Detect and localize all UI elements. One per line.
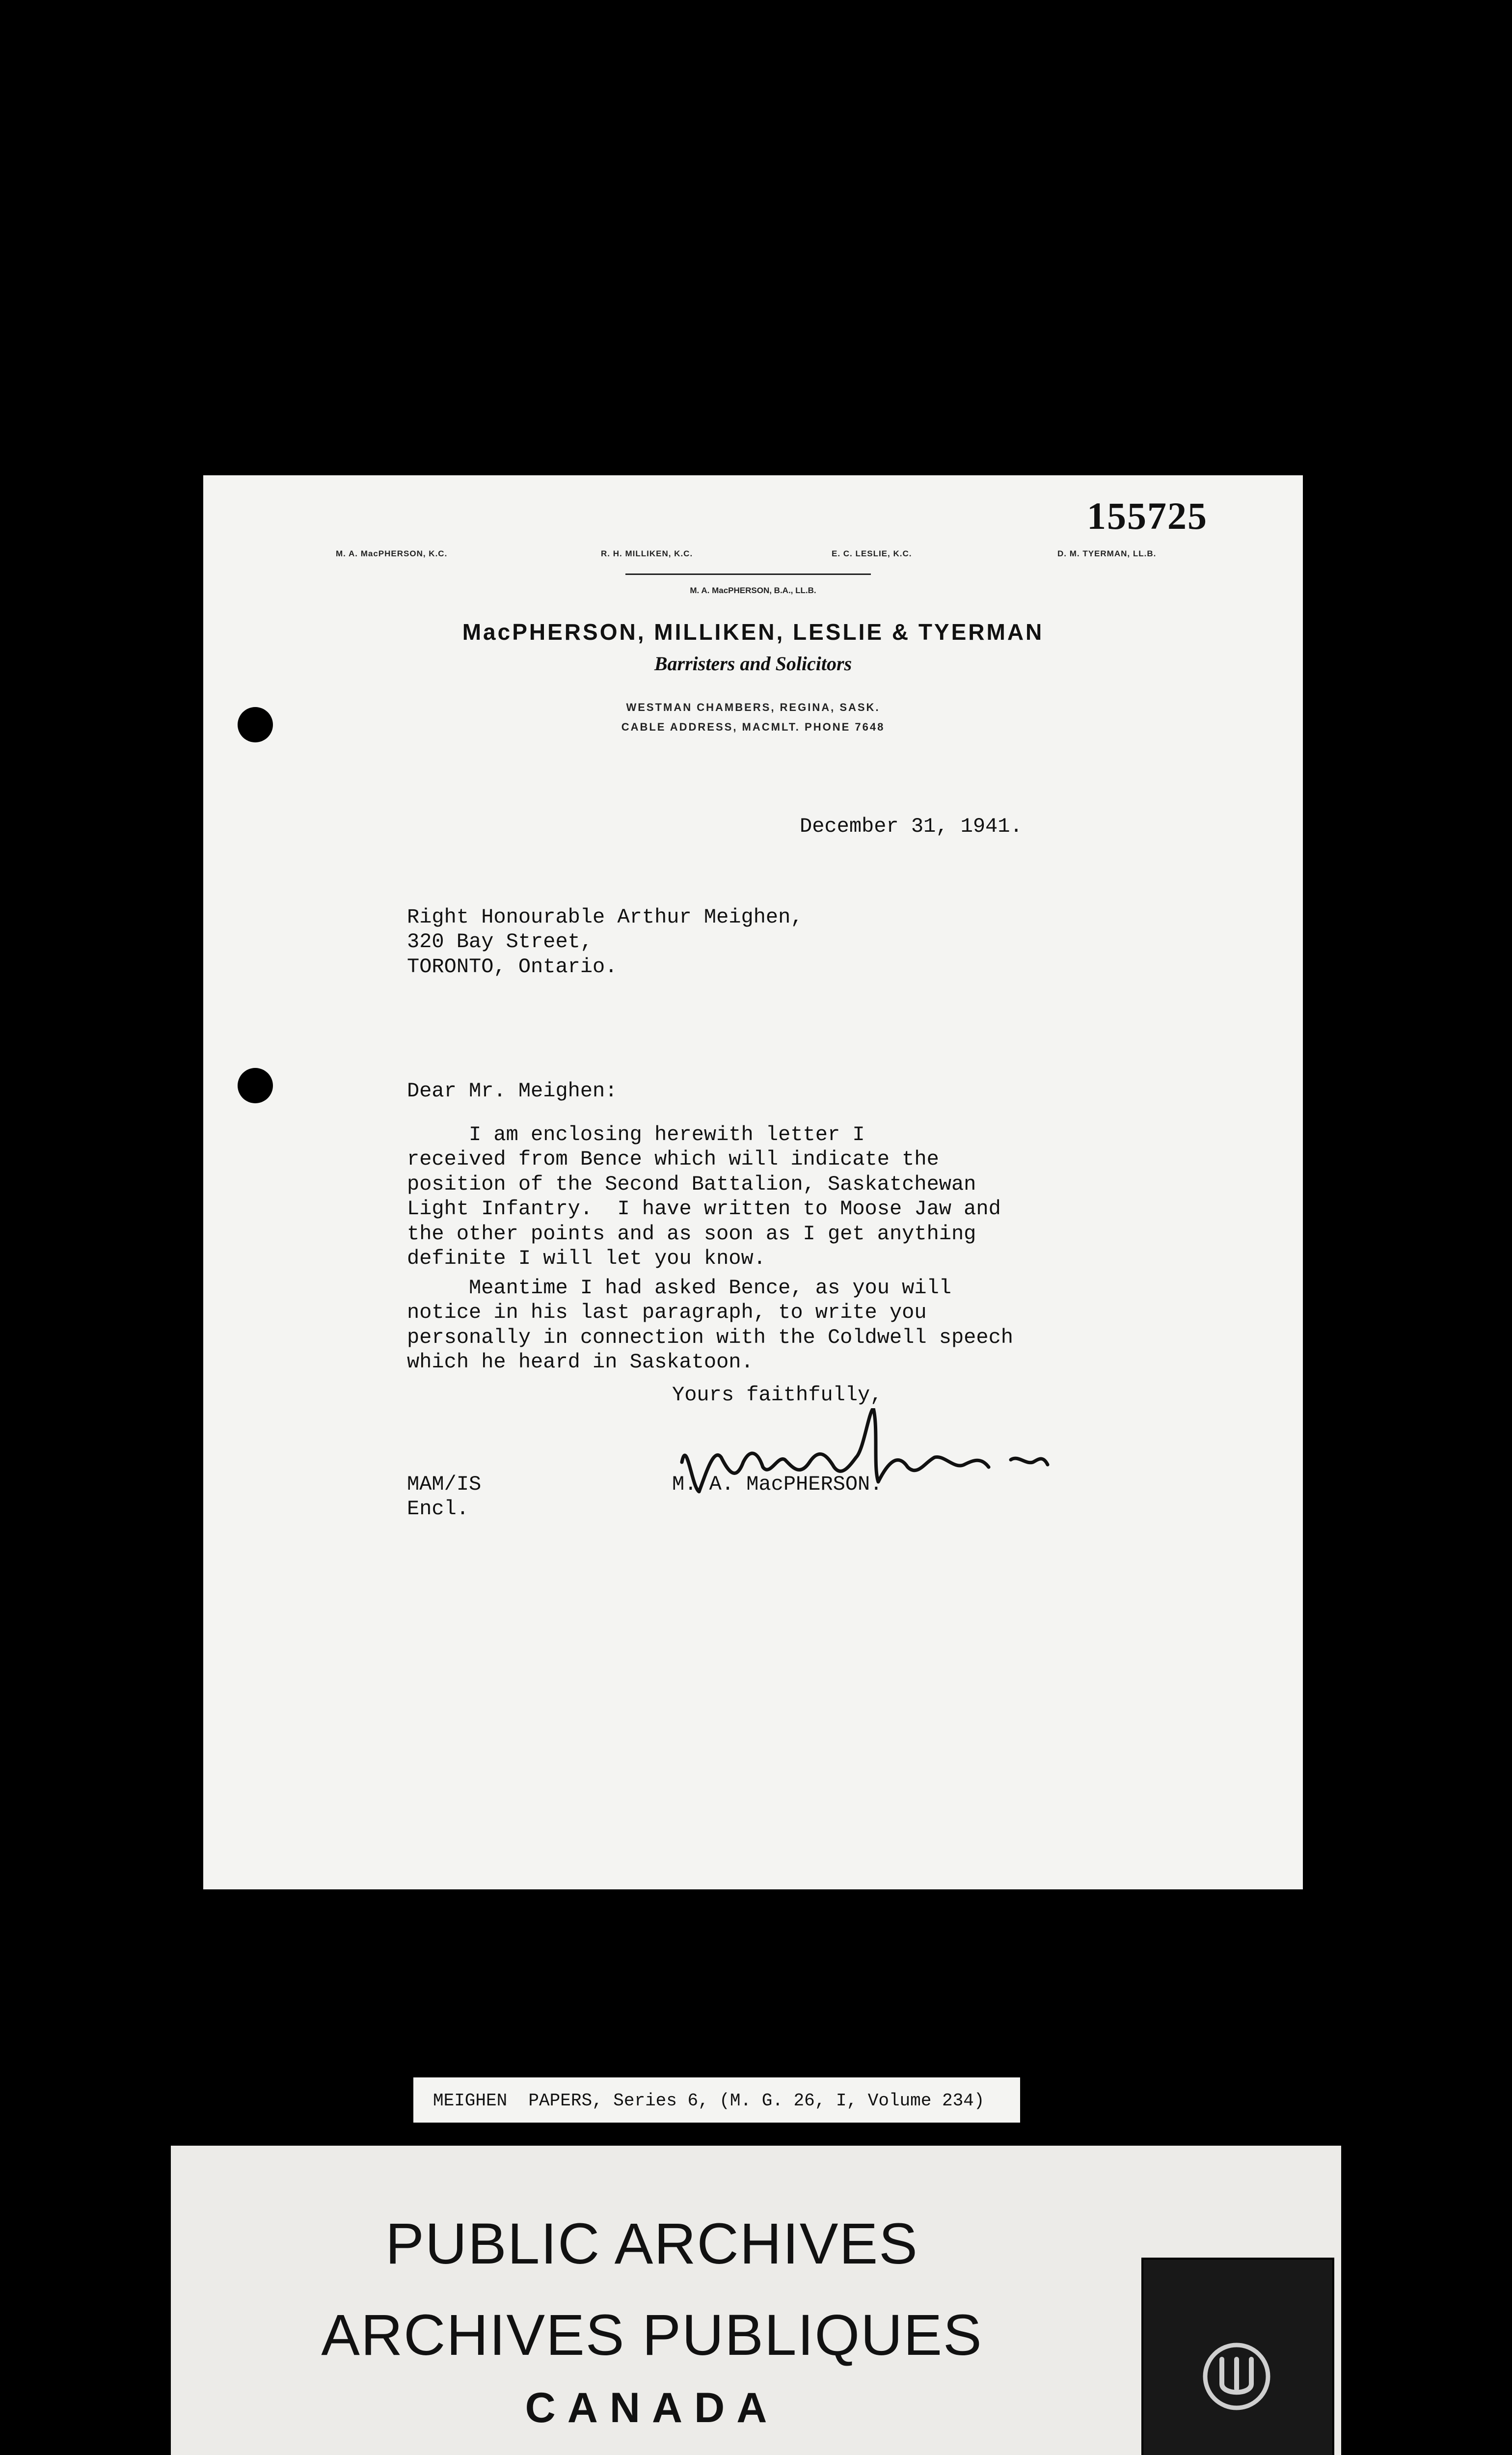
letterhead-partner: E. C. LESLIE, K.C. (832, 549, 912, 558)
archives-logo-panel (1141, 2258, 1334, 2455)
reference-initials: MAM/IS Encl. (407, 1473, 482, 1521)
letterhead-partner: R. H. MILLIKEN, K.C. (601, 549, 693, 558)
closing: Yours faithfully, (672, 1383, 883, 1407)
salutation: Dear Mr. Meighen: (407, 1079, 618, 1103)
punch-hole (238, 1068, 273, 1103)
letter-page (203, 475, 1303, 1889)
firm-name: MacPHERSON, MILLIKEN, LESLIE & TYERMAN (462, 619, 1044, 645)
archives-logo-icon (1197, 2337, 1276, 2416)
stamp-line-english: PUBLIC ARCHIVES (385, 2211, 918, 2276)
letterhead-partner: D. M. TYERMAN, LL.B. (1057, 549, 1157, 558)
firm-profession: Barristers and Solicitors (654, 653, 852, 675)
body-paragraph: I am enclosing herewith letter I received from Bence which will indicate the position of the Second Battalion, Saskatchewan Light Infantry. I have written to Moose Jaw and the other points and as soon as I get anything definite I will let you know. (407, 1123, 1001, 1270)
punch-hole (238, 707, 273, 742)
body-paragraph: Meantime I had asked Bence, as you will notice in his last paragraph, to write you personally in connection with the Coldwell speech which he heard in Saskatoon. (407, 1276, 1014, 1374)
letterhead-partner: M. A. MacPHERSON, K.C. (336, 549, 448, 558)
letterhead-associate: M. A. MacPHERSON, B.A., LL.B. (690, 586, 816, 595)
archives-stamp-card (171, 2146, 1341, 2455)
typed-signatory-name: M. A. MacPHERSON. (672, 1473, 883, 1496)
recipient-address: Right Honourable Arthur Meighen, 320 Bay Street, TORONTO, Ontario. (407, 905, 803, 979)
letterhead-address: WESTMAN CHAMBERS, REGINA, SASK. (626, 701, 880, 713)
document-number: 155725 (1087, 494, 1208, 537)
letterhead-divider (625, 573, 871, 575)
stamp-line-country: CANADA (525, 2384, 779, 2431)
archive-reference-label: MEIGHEN PAPERS, Series 6, (M. G. 26, I, Volume 234) (413, 2075, 1020, 2123)
stamp-line-french: ARCHIVES PUBLIQUES (321, 2303, 983, 2368)
letter-date: December 31, 1941. (800, 815, 1023, 838)
letterhead-cable-phone: CABLE ADDRESS, MACMLT. PHONE 7648 (621, 721, 885, 733)
